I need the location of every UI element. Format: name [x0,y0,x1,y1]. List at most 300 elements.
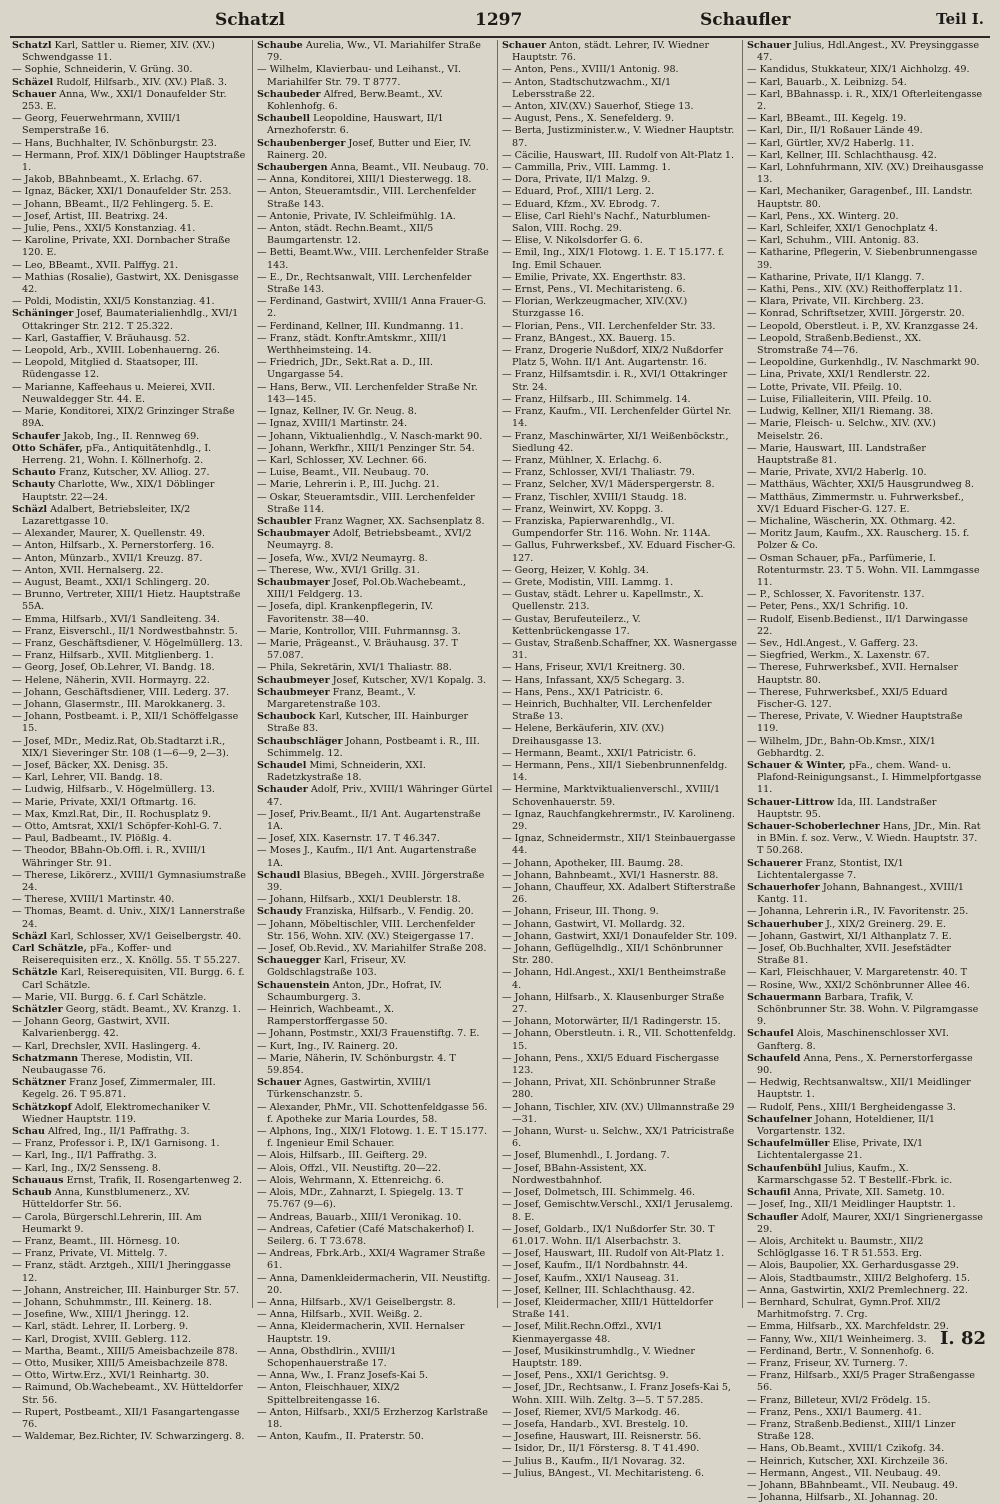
entry-details: — Hans, Berw., VII. Lerchenfelder Straße Nr. 143—145. [257,381,478,405]
entry-details: — Anton, Pens., XVIII/1 Antonig. 98. [502,64,679,76]
directory-entry [12,1297,248,1309]
entry-details: — Josef, BBahn-Assistent, XX. Nordwestbahnhof. [502,1162,647,1186]
entry-details: — Matthäus, Zimmermstr. u. Fuhrwerksbef., XV/1 Eduard Fischer-G. 127. E. [747,491,964,515]
entry-details: — Ignaz, Schneidermstr., XII/1 Steinbauergasse 44. [502,833,736,857]
directory-entry [747,357,984,369]
entry-details: — Ferdinand, Bertr., V. Sonnenhofg. 6. [747,1345,935,1357]
entry-details: Ernst, Trafik, II. Rosengartenweg 2. [66,1174,243,1186]
entry-surname: Schaufelner [747,1113,812,1125]
entry-surname: Schaubmayer [257,576,330,588]
entry-details: — Jakob, BBahnbeamt., X. Erlachg. 67. [12,174,203,186]
directory-entry [502,1407,738,1419]
entry-details: — Cäcilie, Hauswart, III. Rudolf von Alt-Platz 1. [502,149,735,161]
entry-details: — Franz, Hilfsarb., III. Schimmelg. 14. [502,393,691,405]
directory-entry [502,431,738,455]
entry-details: — Josef, Artist, III. Beatrixg. 24. [12,210,168,222]
directory-entry [12,1407,248,1431]
entry-details: — Georg, Feuerwehrmann, XVIII/1 Semperstraße 16. [12,113,182,137]
entry-details: — Leopold, Arb., XVIII. Lobenhauerng. 26. [12,345,220,357]
directory-entry [257,906,493,918]
directory-entry [747,638,984,650]
directory-entry [257,1431,493,1443]
directory-entry [747,138,984,150]
directory-entry [257,736,493,760]
entry-details: — Theodor, BBahn-Ob.Offl. i. R., XVIII/1 Währinger Str. 91. [12,845,207,869]
entry-details: — Johann, Wurst- u. Selchw., XX/1 Patricistraße 6. [502,1126,735,1150]
entry-surname: Schau [12,1126,45,1138]
directory-entry [747,553,984,590]
directory-entry [257,638,493,662]
directory-entry [502,1126,738,1150]
directory-entry [502,1273,738,1285]
entry-surname: Schäzel [12,76,54,88]
entry-details: — Johann, Apotheker, III. Baumg. 28. [502,857,684,869]
entry-details: — Heinrich, Kutscher, XXI. Kirchzeile 36. [747,1455,948,1467]
directory-entry [12,431,248,443]
entry-details: — Hans, Buchhalter, IV. Schönburgstr. 23. [12,137,217,149]
entry-details: — Josef, Gemischtw.Verschl., XXI/1 Jerusalemg. 8. E. [502,1199,733,1223]
entry-surname: Schaubmeyer [257,674,330,686]
entry-surname: Schaubergen [257,162,328,174]
directory-entry [12,1382,248,1406]
entry-details: — Berta, Justizminister.w., V. Wiedner Hauptstr. 87. [502,125,735,149]
directory-entry [502,687,738,699]
entry-details: — Anna, Ww., I. Franz Josefs-Kai 5. [257,1370,429,1382]
entry-details: pFa., Koffer- und Reiserequisiten erz., X. Knöllg. 55. T 55.227. [22,943,241,967]
directory-entry [12,1309,248,1321]
directory-entry [12,1102,248,1126]
entry-details: — Franz, städt. Arztgeh., XIII/1 Jheringgasse 12. [12,1260,231,1284]
directory-entry [747,369,984,381]
directory-entry [502,64,738,76]
entry-details: — Johann, Hilfsarb., X. Klausenburger Straße 27. [502,991,725,1016]
entry-details: Josef, Pol.Ob.Wachebeamt., XIII/1 Feldgerg. 13. [267,576,466,601]
directory-entry [502,77,738,101]
entry-surname: Schauto [12,467,56,479]
directory-entry [12,577,248,589]
entry-details: — Franz, Selcher, XV/1 Mäderspergerstr. 8. [502,479,715,491]
directory-entry [747,1028,984,1052]
entry-details: — Alois, Baupolier, XX. Gerhardusgasse 29. [747,1260,959,1272]
directory-entry [502,1053,738,1077]
entry-details: — Karl, Drechsler, XVII. Haslingerg. 4. [12,1040,201,1052]
entry-surname: Schaubmayer [257,528,330,540]
entry-details: — Anton, Hilfsarb., X. Pernerstorferg. 16. [12,540,215,552]
directory-entry [257,980,493,1004]
entry-details: — Waldemar, Bez.Richter, IV. Schwarzingerg. 8. [12,1431,245,1443]
directory-entry [502,199,738,211]
directory-entry [12,1285,248,1297]
directory-entry [12,89,248,113]
directory-entry [257,113,493,137]
directory-entry [747,1395,984,1407]
entry-details: — Karl, BBeamt., III. Kegelg. 19. [747,113,907,125]
entry-details: — Emma, Hilfsarb., XVI/1 Sandleiteng. 34. [12,613,220,625]
directory-entry [502,333,738,345]
entry-details: — Johanna, Hilfsarb., XI. Johannag. 20. [747,1492,938,1504]
entry-details: — Josef, Kellner, III. Schlachthausg. 42. [502,1284,695,1296]
entry-details: — Marie, Prägeanst., V. Bräuhausg. 37. T 57.087. [257,637,458,662]
entry-details: Johann, Postbeamt i. R., III. Schimmelg. 12. [267,735,480,759]
directory-entry [747,64,984,76]
entry-details: — Elise, Carl Riehl's Nachf., Naturblumen-Salon, VIII. Rochg. 29. [502,210,711,235]
entry-details: — Marie, Private, XVI/2 Haberlg. 10. [747,467,927,479]
entry-details: — Johann, Gastwirt, VI. Mollardg. 32. [502,918,686,930]
entry-details: Karl, Kutscher, III. Hainburger Straße 83. [267,711,469,735]
entry-details: — Alphons, Ing., XIX/1 Flotowg. 1. E. T 15.177. f. Ingenieur Emil Schauer. [257,1126,487,1150]
entry-details: — Johann, Hdl.Angest., XXI/1 Bentheimstraße 4. [502,967,726,991]
entry-surname: Otto Schäfer, [12,442,83,454]
directory-entry [502,540,738,564]
entry-details: — Franz, Private, VI. Mittelg. 7. [12,1248,168,1260]
sheet-signature: I. 82 [939,1328,986,1349]
entry-details: — Hans, Ob.Beamt., XVIII/1 Czikofg. 34. [747,1443,945,1455]
directory-entry [747,931,984,943]
entry-details: — Franz, Mühlner, X. Erlachg. 6. [502,454,662,466]
column-2 [253,40,498,1443]
directory-entry [12,1346,248,1358]
entry-details: — Hermine, Marktviktualienverschl., XVIII/1 Schovenhauerstr. 59. [502,784,721,808]
directory-entry [502,113,738,125]
directory-entry [12,626,248,638]
directory-entry [257,333,493,357]
directory-entry [12,1187,248,1211]
entry-details: — Anton, Hilfsarb., XXI/5 Erzherzog Karlstraße 18. [257,1406,488,1430]
directory-entry [257,186,493,210]
entry-details: Adolf, Priv., XVIII/1 Währinger Gürtel 47. [267,784,493,808]
entry-details: — Rosine, Ww., XXI/2 Schönbrunner Allee 46. [747,979,970,991]
directory-entry [12,1163,248,1175]
entry-details: — Heinrich, Buchhalter, VII. Lerchenfelder Straße 13. [502,698,712,723]
directory-entry [502,345,738,369]
directory-entry [502,614,738,638]
entry-details: — Thomas, Beamt. d. Univ., XIX/1 Lannerstraße 24. [12,906,246,930]
entry-details: — Franz, Tischler, XVIII/1 Staudg. 18. [502,491,687,503]
entry-details: — Johann Georg, Gastwirt, XVII. Kalvarienbergg. 42. [12,1016,170,1040]
directory-entry [747,406,984,418]
directory-entry [502,321,738,333]
directory-entry [12,638,248,650]
directory-entry [257,577,493,601]
entry-details: Franz, Kutscher, XV. Alliog. 27. [58,467,210,479]
entry-details: — Rudolf, Pens., XIII/1 Bergheidengasse 3. [747,1101,956,1113]
entry-details: — Max, Kmzl.Rat, Dir., II. Rochusplatz 9. [12,808,212,820]
directory-entry [12,1212,248,1236]
directory-entry [257,1309,493,1321]
entry-surname: Schätzner [12,1077,66,1089]
directory-entry [502,467,738,479]
directory-entry [502,662,738,674]
directory-entry [257,943,493,955]
directory-entry [257,1187,493,1211]
entry-details: Ida, III. Landstraßer Hauptstr. 95. [757,796,937,820]
directory-entry [502,858,738,870]
entry-details: — Katharine, Private, II/1 Klangg. 7. [747,271,925,283]
directory-entry [12,845,248,869]
entry-details: Johann, Bahnangest., XVIII/1 Kantg. 11. [757,882,965,906]
directory-entry [257,1150,493,1162]
entry-details: — Kathi, Pens., XIV. (XV.) Reithofferplatz 11. [747,284,963,296]
directory-entry [502,1187,738,1199]
directory-entry [747,1456,984,1468]
entry-details: Jakob, Ing., II. Rennweg 69. [63,430,200,442]
entry-details: — Hermann, Beamt., XXI/1 Patricistr. 6. [502,747,697,759]
header-last-name: Schaufler [700,10,791,30]
entry-details: — Marie, Näherin, IV. Schönburgstr. 4. T 59.854. [257,1052,456,1077]
entry-details: — Martha, Beamt., XIII/5 Ameisbachzeile 878. [12,1345,238,1357]
directory-entry [502,809,738,833]
entry-details: — Florian, Werkzeugmacher, XIV.(XV.) Sturzgasse 16. [502,296,688,320]
entry-details: Franz, Beamt., V. Margaretenstraße 103. [267,686,416,710]
entry-details: — Andreas, Cafetier (Café Matschakerhof) I. Seilerg. 6. T 73.678. [257,1223,475,1247]
entry-details: — Andreas, Fbrk.Arb., XXI/4 Wagramer Straße 61. [257,1248,486,1272]
entry-surname: Schäzl [12,930,48,942]
entry-details: — Franz, Beamt., III. Hörnesg. 10. [12,1235,180,1247]
entry-details: — Ludwig, Kellner, XII/1 Riemang. 38. [747,406,934,418]
directory-entry [502,906,738,918]
entry-details: — Bernhard, Schulrat, Gymn.Prof. XII/2 Marhitmofstrg. 7. Crg. [747,1296,941,1321]
directory-entry [12,296,248,308]
entry-details: — Johann, Tischler, XIV. (XV.) Ullmannstraße 29—31. [502,1101,735,1125]
entry-surname: Schaufeld [747,1052,801,1064]
directory-entry [502,479,738,491]
entry-surname: Schaufler [747,1211,799,1223]
directory-entry [747,223,984,235]
entry-details: Franz Josef, Zimmermaler, III. Kegelg. 26. T 95.871. [22,1077,216,1101]
directory-entry [257,431,493,443]
directory-entry [257,1004,493,1028]
entry-details: — Karl, Schuhm., VIII. Antonig. 83. [747,235,919,247]
entry-details: — Josef, JDr., Rechtsanw., I. Franz Josefs-Kai 5, Wohn. XIII. Wilh. Zeltg. 3—5. T 57.285. [502,1382,731,1406]
entry-details: — Franz, Pens., XXI/1 Baumerg. 41. [747,1406,922,1418]
directory-entry [747,882,984,906]
directory-entry [12,1431,248,1443]
entry-details: Mimi, Schneiderin, XXI. Radetzkystraße 18. [267,759,426,784]
directory-entry [502,675,738,687]
entry-details: — Anton, Kaufm., II. Praterstr. 50. [257,1431,424,1443]
entry-details: — Alexander, PhMr., VII. Schottenfeldgasse 56. f. Apotheke zur Maria Lourdes, 58. [257,1101,488,1125]
entry-details: — Friedrich, JDr., Sekt.Rat a. D., III. Ungargasse 54. [257,357,434,381]
directory-entry [257,601,493,625]
entry-surname: Schatzmann [12,1052,79,1064]
directory-entry [502,455,738,467]
entry-surname: Schauer & Winter, [747,759,846,771]
entry-surname: Schaubell [257,113,311,125]
directory-entry [12,1321,248,1333]
entry-details: — Lina, Private, XXI/1 Rendlerstr. 22. [747,369,931,381]
entry-details: — Karl, Ing., II/1 Paffrathg. 3. [12,1150,157,1162]
directory-entry [12,308,248,332]
directory-entry [747,1102,984,1114]
directory-entry [12,443,248,467]
directory-entry [502,1468,738,1480]
directory-entry [747,528,984,552]
entry-details: — Gallus, Fuhrwerksbef., XV. Eduard Fischer-G. 127. [502,540,736,564]
entry-details: — Elise, V. Nikolsdorfer G. 6. [502,235,643,247]
entry-details: — Phila, Sekretärin, XVI/1 Thaliastr. 88. [257,662,452,674]
entry-details: — Otto, Wirtw.Erz., XVI/1 Reinhartg. 30. [12,1370,210,1382]
entry-details: — Karl, Pens., XX. Winterg. 20. [747,210,899,222]
directory-entry [12,64,248,76]
directory-entry [12,1236,248,1248]
entry-details: — Carola, Bürgerschl.Lehrerin, III. Am Heumarkt 9. [12,1211,202,1235]
entry-details: — Konrad, Schriftsetzer, XVIII. Jörgerstr. 20. [747,308,965,320]
directory-entry [257,1407,493,1431]
directory-entry [257,565,493,577]
entry-details: — Johann, Privat, XII. Schönbrunner Straße 280. [502,1077,716,1101]
directory-entry [12,272,248,296]
entry-details: — Karl, Gürtler, XV/2 Haberlg. 11. [747,137,915,149]
entry-details: Anna, Private, XII. Sametg. 10. [793,1187,945,1199]
directory-entry [747,467,984,479]
entry-surname: Schauer [747,40,792,51]
entry-details: — Anton, Steueramtsdir., VIII. Lerchenfelder Straße 143. [257,186,476,210]
entry-surname: Schauer-Littrow [747,796,835,808]
entry-details: — Siegfried, Werkm., X. Laxenstr. 67. [747,650,930,662]
directory-entry [502,1370,738,1382]
entry-details: — Franz, Hilfsarb., XVII. Mitglienberg. 1. [12,650,214,662]
directory-entry [747,687,984,711]
entry-details: — Rudolf, Eisenb.Bedienst., II/1 Darwingasse 22. [747,613,968,637]
directory-entry [747,284,984,296]
directory-entry [502,394,738,406]
entry-details: pFa., Antiquitätenhdlg., I. Herreng. 21, Wohn. I. Köllnerhofg. 2. [22,442,212,466]
entry-details: — Luise, Beamt., VII. Neubaug. 70. [257,467,429,479]
entry-details: — Leopold, Mitglied d. Staatsoper, III. Rüdengasse 12. [12,357,199,381]
directory-entry [257,1248,493,1272]
entry-details: — Julius B., Kaufm., II/1 Novarag. 32. [502,1455,686,1467]
entry-details: — Ignaz, Bäcker, XXI/1 Donaufelder Str. 253. [12,186,232,198]
directory-entry [747,967,984,979]
directory-entry [12,1248,248,1260]
entry-details: — Emma, Hilfsarb., XX. Marchfeldstr. 29. [747,1321,949,1333]
entry-details: — Hermann, Angest., VII. Neubaug. 49. [747,1467,941,1479]
directory-entry [502,101,738,113]
directory-entry [747,492,984,516]
entry-details: — Julius, BAngest., VI. Mechitaristeng. 6. [502,1467,705,1479]
directory-entry [747,321,984,333]
entry-details: — Karl, Mechaniker, Garagenbef., III. Landstr. Hauptstr. 80. [747,186,973,210]
directory-entry [747,394,984,406]
directory-entry [257,1321,493,1345]
directory-entry [502,1431,738,1443]
directory-entry [12,662,248,674]
entry-details: Anton, städt. Lehrer, IV. Wiedner Hauptstr. 76. [512,40,710,64]
directory-entry [747,150,984,162]
entry-details: Adolf, Betriebsbeamt., XVI/2 Neumayrg. 8. [267,528,472,552]
entry-surname: Schaube [257,40,303,51]
entry-details: — Franz, Friseur, XV. Turnerg. 7. [747,1357,908,1369]
directory-entry [257,626,493,638]
directory-entry [502,577,738,589]
entry-details: — Josef, Pens., XXI/1 Gerichtsg. 9. [502,1370,669,1382]
entry-details: — Karl, Bauarb., X. Leibnizg. 54. [747,76,907,88]
directory-entry [502,1199,738,1223]
directory-entry [747,516,984,528]
column-3 [498,40,743,1479]
entry-details: Anna, Kunstblumenerz., XV. Hütteldorfer Str. 56. [22,1187,190,1211]
entry-details: — Anna, Obsthdlrin., XVIII/1 Schopenhauerstraße 17. [257,1345,397,1369]
entry-details: Karl, Friseur, XV. Goldschlagstraße 103. [267,955,407,979]
directory-entry [257,1273,493,1297]
entry-details: Anna, Pens., X. Pernerstorfergasse 90. [757,1052,973,1077]
entry-details: — Johann, Bahnbeamt., XVI/1 Hasnerstr. 88. [502,869,719,881]
entry-surname: Schauer [502,40,547,51]
entry-surname: Schätzler [12,1004,63,1016]
directory-entry [12,614,248,626]
directory-entry [257,64,493,88]
directory-entry [502,211,738,235]
directory-entry [747,919,984,931]
directory-entry [257,845,493,869]
directory-entry [12,906,248,930]
entry-details: Charlotte, Ww., XIX/1 Döblinger Hauptstr. 22—24. [22,479,215,503]
entry-details: — Luise, Filialleiterin, VIII. Pfeilg. 10. [747,393,932,405]
directory-entry [12,357,248,381]
entry-details: — Josef, XIX. Kasernstr. 17. T 46.347. [257,833,440,845]
entry-details: — Josef, Dolmetsch, III. Schimmelg. 46. [502,1187,696,1199]
directory-entry [257,223,493,247]
directory-entry [502,1150,738,1162]
entry-details: — Alois, Stadtbaumstr., XIII/2 Belghoferg. 15. [747,1272,971,1284]
entry-details: — Anna, Damenkleidermacherin, VII. Neustiftg. 20. [257,1272,491,1296]
directory-entry [12,77,248,89]
directory-entry [747,89,984,113]
entry-details: Josef, Butter und Eier, IV. Rainerg. 20. [267,137,472,161]
entry-details: Josef, Kutscher, XV/1 Kopalg. 3. [332,674,487,686]
entry-details: — Karl, städt. Lehrer, II. Lorberg. 9. [12,1321,189,1333]
directory-entry [747,1419,984,1443]
entry-details: Aurelia, Ww., VI. Mariahilfer Straße 79. [267,40,481,64]
entry-details: — Franz, Weinwirt, XV. Koppg. 3. [502,503,664,515]
entry-details: — Betti, Beamt.Ww., VIII. Lerchenfelder Straße 143. [257,247,489,271]
entry-details: — Therese, Fuhrwerksbef., XVII. Hernalser Hauptstr. 80. [747,662,959,686]
directory-entry [257,711,493,735]
entry-details: — Johann, Viktualienhdlg., V. Nasch-markt 90. [257,430,483,442]
entry-details: — Rupert, Postbeamt., XII/1 Fasangartengasse 76. [12,1406,240,1430]
directory-entry [502,272,738,284]
directory-entry [12,687,248,699]
entry-details: Karl, Schlosser, XV/1 Geiselbergstr. 40. [50,930,242,942]
entry-details: — Eduard, Prof., XIII/1 Lerg. 2. [502,186,655,198]
directory-entry [12,1126,248,1138]
directory-entry [747,1163,984,1187]
directory-entry [502,235,738,247]
entry-details: — Josef, Ob.Buchhalter, XVII. Jesefstädter Straße 81. [747,943,952,967]
entry-details: — Klara, Private, VII. Kirchberg. 23. [747,296,924,308]
entry-details: — Josef, Kaufm., XXI/1 Nauseag. 31. [502,1272,679,1284]
entry-details: — Antonie, Private, IV. Schleifmühlg. 1A. [257,210,456,222]
directory-entry [257,1224,493,1248]
directory-entry [747,308,984,320]
entry-details: — Josefine, Ww., XIII/1 Jheringg. 12. [12,1309,190,1321]
directory-entry [12,345,248,357]
directory-entry [12,1138,248,1150]
entry-details: — Cammilla, Priv., VIII. Lammg. 1. [502,162,671,174]
entry-details: — Josef, MDr., Mediz.Rat, Ob.Stadtarzt i.R., XIX/1 Sieveringer Str. 108 (1—6—9, 2—3). [12,735,229,759]
directory-entry [747,1285,984,1297]
entry-details: — Josefine, Hauswart, III. Reisnerstr. 56. [502,1431,702,1443]
directory-entry [12,675,248,687]
directory-entry [747,858,984,882]
directory-entry [502,699,738,723]
entry-details: — Josef, Ing., XII/1 Meidlinger Hauptstr. 1. [747,1199,956,1211]
entry-details: — Marie, VII. Burgg. 6. f. Carl Schätzle. [12,991,207,1003]
directory-entry [12,711,248,735]
directory-entry [257,492,493,516]
entry-details: — Anton, Münzarb., XVII/1 Kreuzg. 87. [12,552,203,564]
directory-entry [257,894,493,906]
